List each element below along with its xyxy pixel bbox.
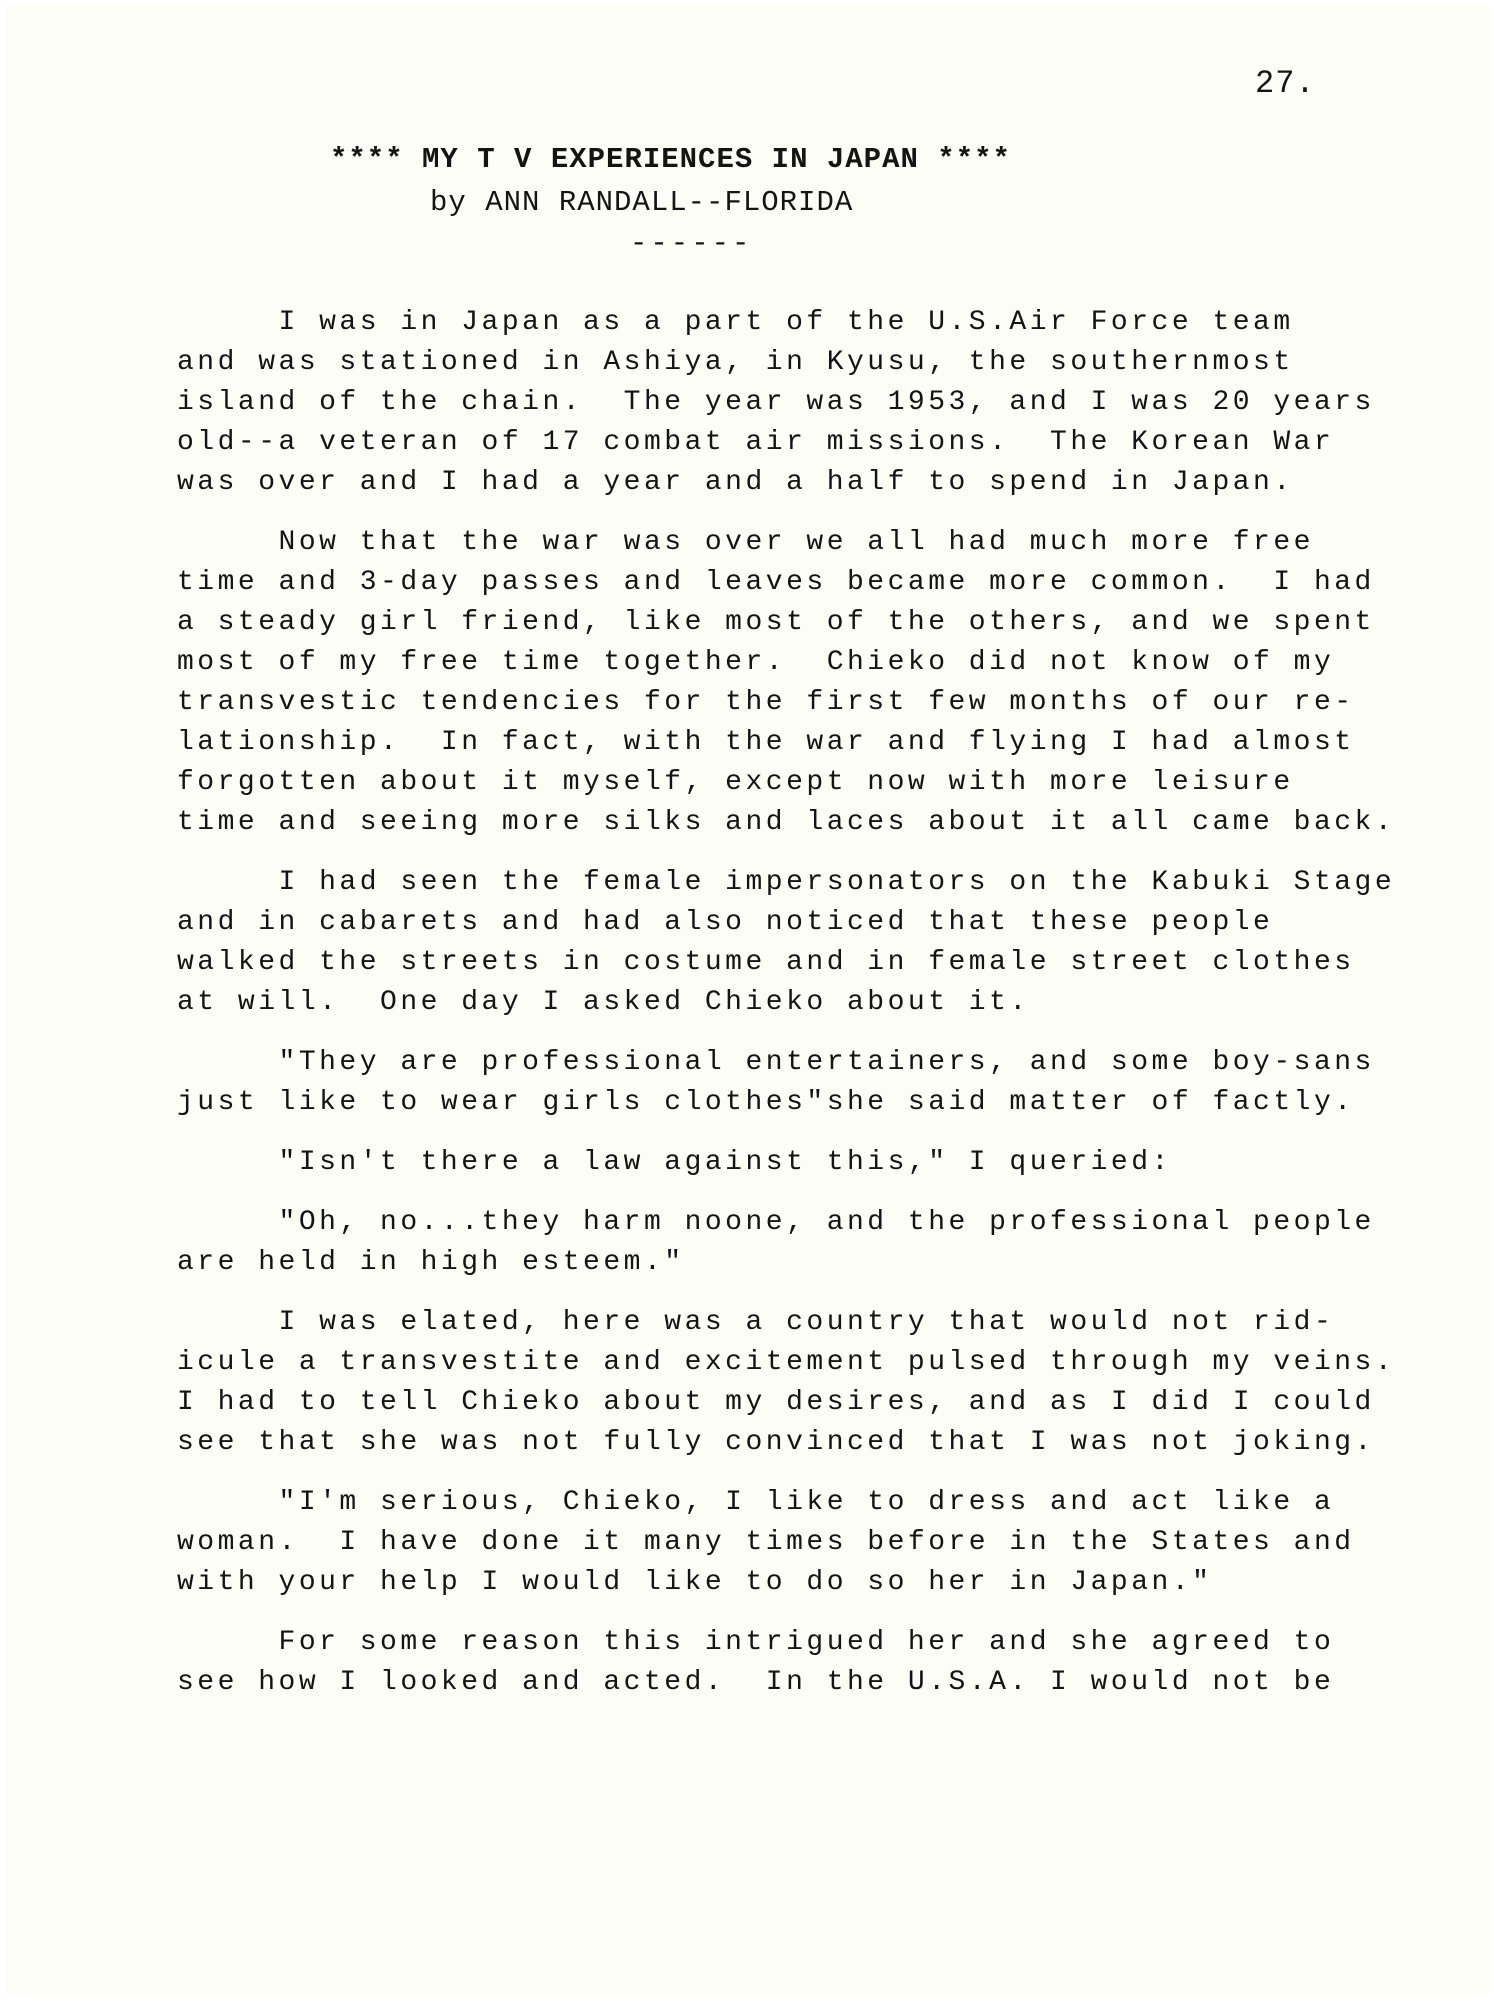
text-line: time and 3-day passes and leaves became more common. I had	[177, 567, 1375, 598]
page-number: 27.	[1255, 65, 1316, 102]
text-line: walked the streets in costume and in female street clothes	[177, 947, 1355, 978]
text-line: island of the chain. The year was 1953, and I was 20 years	[177, 387, 1375, 418]
text-line: I was elated, here was a country that would not rid-	[177, 1307, 1335, 1338]
document-page	[5, 5, 1489, 1994]
text-line: "I'm serious, Chieko, I like to dress and act like a	[177, 1487, 1335, 1518]
paragraph-6	[177, 1203, 1375, 1283]
text-line: icule a transvestite and excitement pulsed through my veins.	[177, 1347, 1396, 1378]
text-line: "Isn't there a law against this," I queried:	[177, 1147, 1172, 1178]
text-line: lationship. In fact, with the war and flying I had almost	[177, 727, 1355, 758]
text-line: most of my free time together. Chieko did not know of my	[177, 647, 1335, 678]
text-line: with your help I would like to do so her in Japan."	[177, 1567, 1213, 1598]
text-line: I was in Japan as a part of the U.S.Air Force team	[177, 307, 1294, 338]
paragraph-5	[177, 1143, 1367, 1183]
paragraph-3	[177, 863, 1396, 1023]
text-line: I had to tell Chieko about my desires, and as I did I could	[177, 1387, 1375, 1418]
text-line: I had seen the female impersonators on the Kabuki Stage	[177, 867, 1396, 898]
text-line: forgotten about it myself, except now with more leisure	[177, 767, 1294, 798]
text-line: are held in high esteem."	[177, 1247, 685, 1278]
text-line: transvestic tendencies for the first few months of our re-	[177, 687, 1355, 718]
text-line: Now that the war was over we all had much more free	[177, 527, 1314, 558]
article-body	[177, 303, 1396, 1723]
text-line: at will. One day I asked Chieko about it.	[177, 987, 1030, 1018]
paragraph-8	[177, 1483, 1367, 1603]
paragraph-2	[177, 523, 1396, 843]
paragraph-4	[177, 1043, 1375, 1123]
text-line: a steady girl friend, like most of the others, and we spent	[177, 607, 1375, 638]
text-line: time and seeing more silks and laces about it all came back.	[177, 807, 1396, 838]
article-byline: by ANN RANDALL--FLORIDA	[430, 186, 854, 219]
text-line: "They are professional entertainers, and some boy-sans	[177, 1047, 1375, 1078]
paragraph-7	[177, 1303, 1396, 1463]
text-line: was over and I had a year and a half to spend in Japan.	[177, 467, 1294, 498]
text-line: woman. I have done it many times before in the States and	[177, 1527, 1355, 1558]
paragraph-1	[177, 303, 1375, 503]
article-title: **** MY T V EXPERIENCES IN JAPAN ****	[330, 143, 1011, 176]
text-line: see that she was not fully convinced that I was not joking.	[177, 1427, 1375, 1458]
text-line: and in cabarets and had also noticed that these people	[177, 907, 1274, 938]
text-line: For some reason this intrigued her and she agreed to	[177, 1627, 1335, 1658]
text-line: and was stationed in Ashiya, in Kyusu, the southernmost	[177, 347, 1294, 378]
header-rule: ------	[630, 227, 753, 260]
paragraph-9	[177, 1623, 1367, 1703]
text-line: "Oh, no...they harm noone, and the professional people	[177, 1207, 1375, 1238]
text-line: old--a veteran of 17 combat air missions. The Korean War	[177, 427, 1335, 458]
text-line: just like to wear girls clothes"she said matter of factly.	[177, 1087, 1355, 1118]
text-line: see how I looked and acted. In the U.S.A. I would not be	[177, 1667, 1335, 1698]
